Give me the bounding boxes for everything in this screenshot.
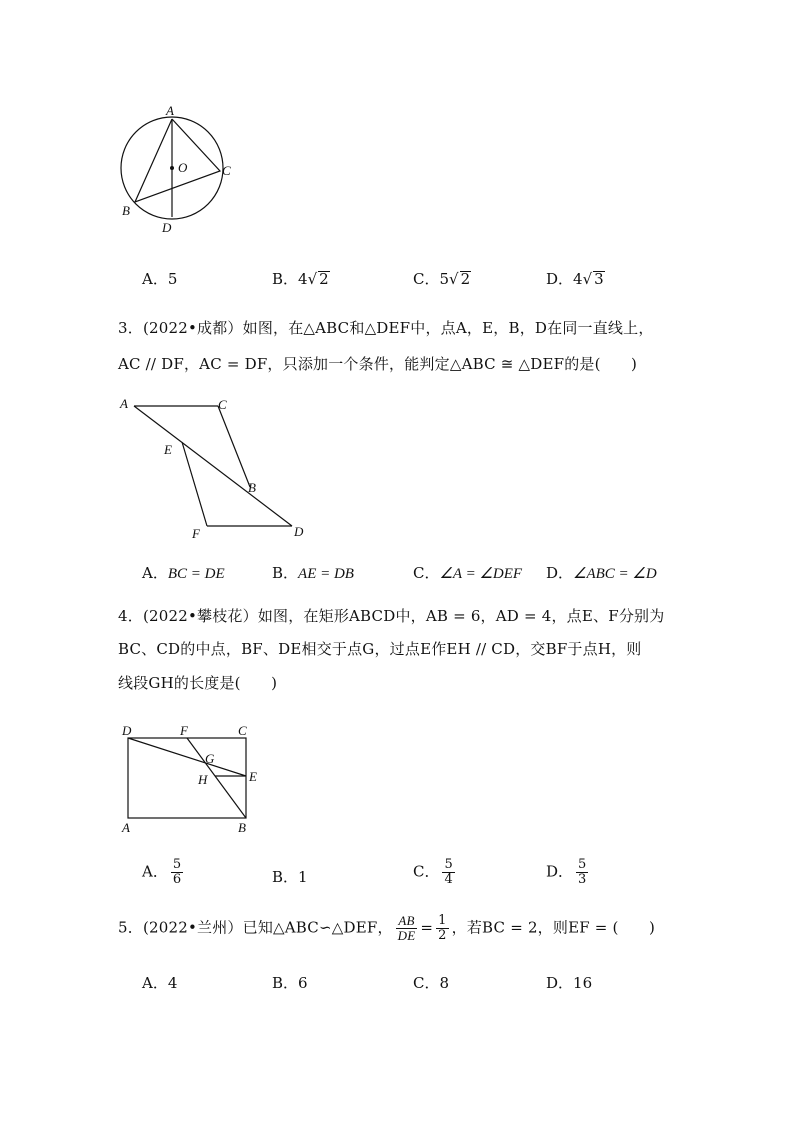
fig3-label-b: B [248,480,256,495]
q4-option-c[interactable]: C． $\frac{5}{4}$ [413,857,453,887]
fig4-label-b: B [238,820,246,835]
figure-two-triangles [112,392,312,544]
fig3-label-c: C [218,397,227,412]
q4-option-b[interactable]: B．1 [272,868,308,886]
fig4-label-a: A [122,820,130,835]
fig4-label-d: D [122,723,132,738]
fig3-label-d: D [294,524,304,539]
figure-rectangle [112,718,272,840]
q4-text-line2: BC、CD的中点，BF、DE相交于点G，过点E作EH // CD，交BF于点H，则 [118,640,642,658]
q2-option-c[interactable]: C．5√ 2 [413,270,471,288]
q4-option-d[interactable]: D． $\frac{5}{3}$ [546,857,587,887]
q5-option-c[interactable]: C．8 [413,974,450,992]
q4-text-line1: 4．(2022•攀枝花）如图，在矩形ABCD中，AB = 6，AD = 4，点E、F分别为 [118,607,665,625]
q4-option-a[interactable]: A． $\frac{5}{6}$ [142,857,182,887]
q5-text: 5．(2022•兰州）已知△ABC∽△DEF， $\frac{AB}{DE}$ = $\frac{1}{2}$ ，若BC = 2，则EF = ( ) [118,913,656,943]
q2-option-b[interactable]: B．4√ 2 [272,270,329,288]
q3-option-d[interactable]: D．∠ABC = ∠D [546,564,657,582]
q4-text-line3: 线段GH的长度是( ) [118,674,278,692]
q3-text-line1: 3．(2022•成都）如图，在△ABC和△DEF中，点A，E，B，D在同一直线上， [118,319,654,337]
fig3-label-f: F [192,526,200,541]
q2-option-d[interactable]: D．4√ 3 [546,270,604,288]
figure-circle-triangle [110,102,250,237]
fig4-label-h: H [198,772,208,787]
fig1-label-b: B [122,203,130,218]
fig4-label-c: C [238,723,247,738]
q3-option-c[interactable]: C．∠A = ∠DEF [413,564,523,582]
fig4-label-g: G [205,751,215,766]
fig1-label-d: D [162,220,172,235]
fig1-label-c: C [222,163,231,178]
fig3-label-e: E [164,442,172,457]
q3-option-b[interactable]: B．AE = DB [272,564,354,582]
fig1-label-a: A [166,103,174,118]
fig1-label-o: O [178,160,188,175]
q5-option-d[interactable]: D．16 [546,974,593,992]
q5-option-b[interactable]: B．6 [272,974,308,992]
q2-option-a[interactable]: A．5 [142,270,178,288]
fig4-label-e: E [249,769,257,784]
fig4-label-f: F [180,723,188,738]
q3-text-line2: AC // DF，AC = DF，只添加一个条件，能判定△ABC ≅ △DEF的是( ) [118,355,638,373]
q5-option-a[interactable]: A．4 [142,974,178,992]
q3-option-a[interactable]: A．BC = DE [142,564,225,582]
fig3-label-a: A [120,396,128,411]
